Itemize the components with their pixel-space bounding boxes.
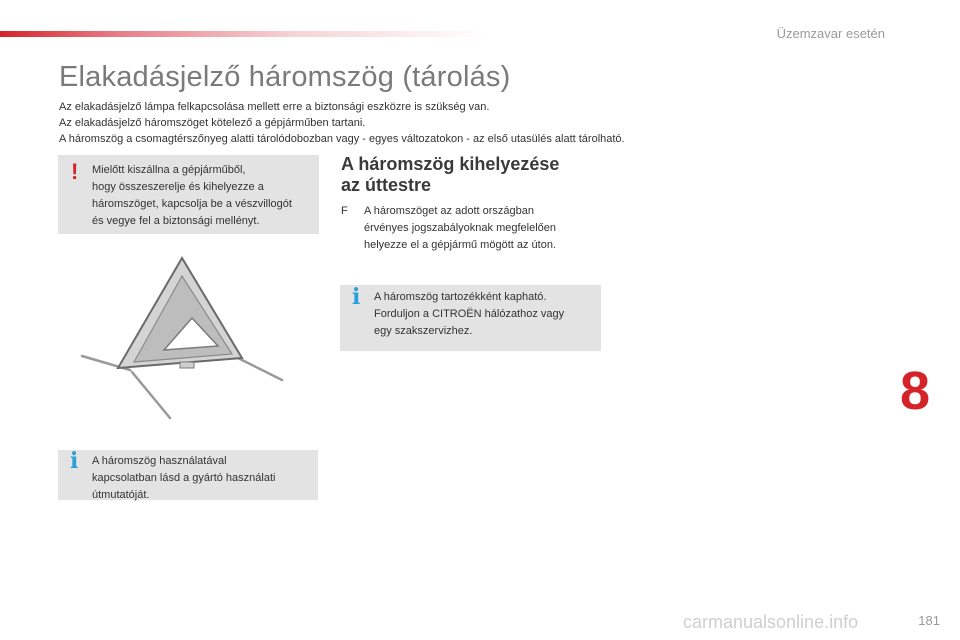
chapter-number: 8 <box>900 361 931 421</box>
bullet-line: helyezze el a gépjármű mögött az úton. <box>364 239 557 251</box>
section-header: Üzemzavar esetén <box>776 26 885 41</box>
bullet-line: A háromszöget az adott országban <box>364 205 534 217</box>
subheading-line: A háromszög kihelyezése <box>341 154 560 174</box>
info-text <box>92 453 314 504</box>
bullet-text <box>364 203 596 254</box>
warning-line: Mielőtt kiszállna a gépjárműből, <box>92 164 246 176</box>
warning-triangle-illustration <box>70 250 300 430</box>
exclamation-icon: ! <box>71 159 79 184</box>
section-subheading <box>341 154 559 196</box>
info-box-manual <box>58 450 318 500</box>
page-title: Elakadásjelző háromszög (tárolás) <box>59 61 511 93</box>
intro-text <box>59 99 759 147</box>
intro-line: Az elakadásjelző lámpa felkapcsolása mellett erre a biztonsági eszközre is szükség van. <box>59 101 490 113</box>
intro-line: Az elakadásjelző háromszöget kötelező a gépjárműben tartani. <box>59 117 366 129</box>
subheading-line: az úttestre <box>341 175 432 195</box>
info-line: A háromszög tartozékként kapható. <box>374 291 547 303</box>
triangle-base-box <box>180 362 194 368</box>
header-accent-bar <box>0 31 490 37</box>
info-line: kapcsolatban lásd a gyártó használati <box>92 472 276 484</box>
warning-line: háromszöget, kapcsolja be a vészvillogót <box>92 198 292 210</box>
info-line: A háromszög használatával <box>92 455 227 467</box>
bullet-symbol: F <box>341 205 348 217</box>
warning-line: és vegye fel a biztonsági mellényt. <box>92 215 260 227</box>
warning-line: hogy összeszerelje és kihelyezze a <box>92 181 264 193</box>
watermark: carmanualsonline.info <box>683 612 859 632</box>
info-box-accessory <box>340 285 601 351</box>
warning-box <box>58 155 319 234</box>
bullet-line: érvényes jogszabályoknak megfelelően <box>364 222 557 234</box>
page-number: 181 <box>918 613 940 628</box>
warning-text <box>92 162 314 230</box>
info-icon: i <box>352 284 361 310</box>
info-icon: i <box>70 448 79 474</box>
intro-line: A háromszög a csomagtérszőnyeg alatti tárolódobozban vagy - egyes változatokon - az első utasülés alatt tárolható. <box>59 133 625 145</box>
info-line: Forduljon a CITROËN hálózathoz vagy <box>374 308 565 320</box>
info-line: egy szakszervizhez. <box>374 325 473 337</box>
info-text <box>374 289 596 340</box>
info-line: útmutatóját. <box>92 489 150 501</box>
